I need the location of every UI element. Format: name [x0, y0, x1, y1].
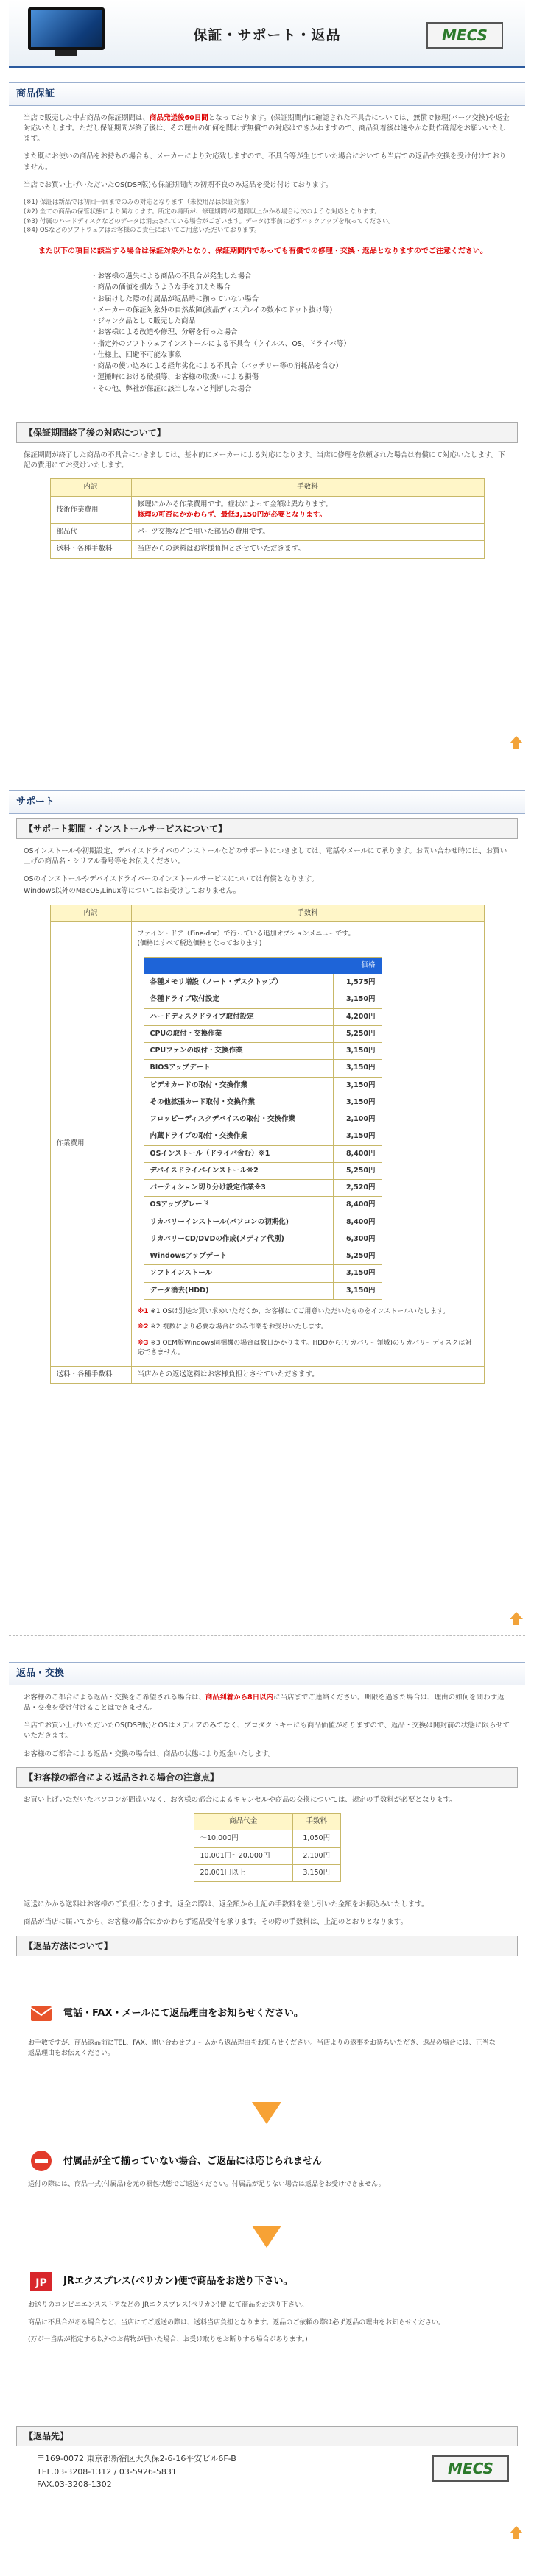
- step-2-body: 送付の際には、商品一式(付属品)を元の梱包状態でご返送ください。付属品が足りない場合は返品をお受けできません。: [28, 2181, 385, 2188]
- service-row: [144, 1111, 382, 1128]
- back-to-top-icon[interactable]: [508, 2526, 524, 2539]
- service-price: 6,300円: [333, 1231, 382, 1248]
- no-entry-icon: [29, 2149, 53, 2173]
- service-row: [144, 1077, 382, 1094]
- return-address: 〒169-0072 東京都新宿区大久保2-6-16平安ビル6F-B TEL.03-3208-1312 / 03-5926-5831 FAX.03-3208-1302: [37, 2454, 236, 2490]
- list-item: ・ メーカーの保証対象外の自然故障(液晶ディスプレイの数本のドット抜け等): [91, 305, 495, 316]
- service-name: リカバリーCD/DVDの作成(メディア代別): [144, 1231, 333, 1248]
- service-price: 4,200円: [333, 1008, 382, 1025]
- service-row: [144, 1282, 382, 1299]
- return-address-title: 【返品先】: [16, 2426, 518, 2446]
- return-method-title: 【返品方法について】: [16, 1936, 518, 1956]
- mecs-logo: MECS: [426, 22, 503, 49]
- service-row: [144, 1162, 382, 1179]
- list-item: ・ 商品の使い込みによる経年劣化による不具合（バッテリー等の消耗品を含む）: [91, 361, 495, 372]
- service-row: [144, 1008, 382, 1025]
- table-row: 10,001円～20,000円 2,100円: [194, 1847, 340, 1864]
- return-fee-table: 商品代金 手数料 ～10,000円 1,050円 10,001円～20,000円 2,100円 20,001円以上 3,150円: [194, 1813, 341, 1882]
- section-title: サポート: [9, 790, 525, 814]
- table-row: 送料・各種手数料 当店からの送料はお客様負担とさせていただきます。: [50, 541, 484, 558]
- service-name: BIOSアップデート: [144, 1060, 333, 1077]
- back-to-top-icon[interactable]: [508, 736, 524, 749]
- exclusion-warning: また以下の項目に該当する場合は保証対象外となり、保証期間内であっても有償での修理・交換・返品となりますのでご注意ください。: [38, 247, 488, 255]
- service-name: OSインストール（ドライバ含む）※1: [144, 1145, 333, 1162]
- list-item: ・ 仕様上、回避不可能な事象: [91, 350, 495, 361]
- service-name: CPUの取付・交換作業: [144, 1025, 333, 1042]
- service-price: 2,520円: [333, 1180, 382, 1197]
- service-name: ソフトインストール: [144, 1265, 333, 1282]
- table-row: 技術作業費用 修理にかかる作業費用です。症状によって金額は異なります。 修理の可否にかかわらず、最低3,150円が必要となります。: [50, 496, 484, 524]
- service-price: 3,150円: [333, 991, 382, 1008]
- exclusion-list: [24, 263, 510, 403]
- list-item: ・ ジャンク品として販売した商品: [91, 316, 495, 327]
- service-price: 8,400円: [333, 1197, 382, 1214]
- returns-section: 返品・交換 お客様のご都合による返品・交換をご希望される場合は、商品到着から8日以内に当店までご連絡ください。期限を過ぎた場合は、理由の如何を問わず返品・交換を受け付けることはできません。 当店でお買い上げいただいたOS(DSP版)とOSはメディアのみでなく、プロダクトキーにも商品価値がありますので、返品・交換は開封前の状態に限らせていただきます。 お客様のご都合による返品・交換の場合は、商品の状態により返金いたします。 【お客様の都合による返品される場合の注意点】 お買い上げいただいたパソコンが間違いなく、お客様の都合によるキャンセルや商品の交換については、規定の手数料が必要となります。 商品代金 手数料 ～10,000円 1,050円 10,001円～20,000円 2,100円 20,001円以上 3,150円 返送にかかる送料はお客様のご負担となります。返金の際は、返金額から上記の手数料を差し引いた金額をお振込みいたします。 商品が当店に届いてから、お客様の都合にかかわらず返品受付を承ります。その際の手数料は、上記のとおりとなります。 【返品方法について】: [9, 1662, 525, 1956]
- table-row: 送料・各種手数料 当店からの返送送料はお客様負担とさせていただきます。: [50, 1366, 484, 1383]
- service-row: [144, 1231, 382, 1248]
- service-row: [144, 1145, 382, 1162]
- mecs-logo: MECS: [432, 2455, 509, 2482]
- outside-fee-table: 内訳 手数料 技術作業費用 修理にかかる作業費用です。症状によって金額は異なります。 修理の可否にかかわらず、最低3,150円が必要となります。 部品代 パーツ交換などで用いた部品の費用です。 送料・各種手数料 当店からの送料はお客様負担とさせていただきます。: [50, 478, 485, 558]
- service-name: その他拡張カード取付・交換作業: [144, 1094, 333, 1111]
- list-item: ・ お客様の過失による商品の不具合が発生した場合: [91, 272, 495, 282]
- service-row: [144, 1248, 382, 1265]
- service-row: [144, 1043, 382, 1060]
- service-name: 内蔵ドライブの取付・交換作業: [144, 1128, 333, 1145]
- support-subtitle: 【サポート期間・インストールサービスについて】: [16, 818, 518, 839]
- service-name: デバイスドライバインストール※2: [144, 1162, 333, 1179]
- section-title: 返品・交換: [9, 1662, 525, 1685]
- returns-subtitle: 【お客様の都合による返品される場合の注意点】: [16, 1767, 518, 1788]
- list-item: ・ 商品の価値を損なうような手を加えた場合: [91, 283, 495, 293]
- service-price: 3,150円: [333, 1077, 382, 1094]
- step-3-title: JRエクスプレス(ペリカン)便で商品をお送り下さい。: [63, 2276, 293, 2287]
- service-name: OSアップグレード: [144, 1197, 333, 1214]
- notes-list: (※1) 保証は新品では初回一回までのみの対応となります（未使用品は保証対象） (※2) 全ての商品の保管状態により異なります。所定の場所が、修理期間が2週間以上かかる場合は次のような対応となります。 (※3) 付属のハードディスクなどのデータは消去されている場合がございます。データは事前に必ずバックアップを取ってください。 (※4) OSなどのソフトウェアはお客様のご責任においてご用意いただいております。: [24, 199, 395, 235]
- service-price: 3,150円: [333, 1060, 382, 1077]
- table-row: 部品代 パーツ交換などで用いた部品の費用です。: [50, 524, 484, 541]
- step-2-title: 付属品が全て揃っていない場合、ご返品には応じられません: [63, 2156, 323, 2167]
- service-row: [144, 1060, 382, 1077]
- service-row: [144, 991, 382, 1008]
- service-name: リカバリーインストール(パソコンの初期化): [144, 1214, 333, 1231]
- service-name: CPUファンの取付・交換作業: [144, 1043, 333, 1060]
- service-price: 8,400円: [333, 1145, 382, 1162]
- step-1-title: 電話・FAX・メールにて返品理由をお知らせください。: [63, 2008, 303, 2019]
- list-item: ・ その他、弊社が保証に該当しないと判断した場合: [91, 384, 495, 394]
- service-price: 2,100円: [333, 1111, 382, 1128]
- service-price: 5,250円: [333, 1162, 382, 1179]
- guarantee-section: 商品保証 当店で販売した中古商品の保証期間は、商品発送後60日間となっております。(保証期間内に確認された不具合については、無償で修理(パーツ交換)や返金対応いたします。ただし保証期間が終了後は、その理由の如何を問わず無償での対応はできかねますので、商品到着後は速やかな動作確認をお願いいたします。 また既にお使いの商品をお持ちの場合も、メーカーにより対応致しますので、不具合等が生じていた場合においても当店での返品や交換を受け付けておりません。 当店でお買い上げいただいたOS(DSP版)も保証期間内の初期不良のみ返品を受け付けております。 (※1) 保証は新品では初回一回までのみの対応となります（未使用品は保証対象） (※2) 全ての商品の保管状態により異なります。所定の場所が、修理期間が2週間以上かかる場合は次のような対応となります。 (※3) 付属のハードディスクなどのデータは消去されている場合がございます。データは事前に必ずバックアップを取ってください。 (※4) OSなどのソフトウェアはお客様のご責任においてご用意いただいております。 また以下の項目に該当する場合は保証対象外となり、保証期間内であっても有償での修理・交換・返品となりますのでご注意ください。 ・ お客様の過失による商品の不具合が発生した場合 ・ 商品の価値を損なうような手を加えた場合 ・ お届けした際の付属品が返品時に揃っていない場合 ・ メーカーの保証対象外の自然故障(液晶ディスプレイの数本のドット抜け等) ・ ジャンク品として販売した商品 ・ お客様による改造や修理、分解を行った場合 ・ 指定外のソフトウェアインストールによる不具合（ウイルス、OS、ドライバ等） ・ 仕様上、回避不可能な事象 ・ 商品の使い込みによる経年劣化による不具合（バッテリー等の消耗品を含む） ・ 運搬時における破損等、お客様の取扱いによる損傷 ・ その他、弊社が保証に該当しないと判断した場合 【保証期間終了後の対応について】 保証期間が終了した商品の不具合につきましては、基本的にメーカーによる対応になります。当店に修理を依頼された場合は有償にて対応いたします。下記の費用にてお受けいたします。 内訳 手数料 技術作業費用 修理にかかる作業費用です。症状によって金額は異なります。 修理の可否にかかわらず、最低3,150円が必要となります。 部品代 パーツ交換などで用いた部品の費用です。 送料・各種手数料 当店からの送料はお客様負担とさせていただきます。: [9, 82, 525, 559]
- service-row: [144, 1128, 382, 1145]
- table-row: ～10,000円 1,050円: [194, 1830, 340, 1847]
- jr-express-icon: [29, 2270, 53, 2293]
- svg-text:JP: JP: [35, 2277, 47, 2289]
- service-row: [144, 1180, 382, 1197]
- table-row: 作業費用 ファイン・ドア（Fine-dor）で行っている追加オプションメニューです。 (価格はすべて税込価格となっております) 価格 各種メモリ増設（ノート・デスクトップ） 1,575円 各種ドライブ取付設定 3,150円 ハードディスクドライブ取付設定 4,200円 CPUの取付・交換作業 5,250円 CPUファンの取付・交換作業 3,150円 BIOSアップデート 3,150円 ビデオカードの取付・交換作業 3,150円 その他拡張カード取付・交換作業 3,150円 フロッピーディスクデバイスの取付・交換作業 2,100円 内蔵ドライブの取付・交換作業 3,150円 OSインストール（ドライバ含む）※1 8,400円 デバイスドライバインストール※2 5,250円 パーティション切り分け設定作業※3 2,520円 OSアップグレード 8,400円 リカバリーインストール(パソコンの初期化) 8,400円 リカバリーCD/DVDの作成(メディア代別) 6,300円 Windowsアップデート 5,250円 ソフトインストール 3,150円 データ消去(HDD) 3,150円 ※1 ※1 OSは別途お買い求めいただくか、お客様にてご用意いただいたものをインストールいたします。 ※2 ※2 複数により必要な場合にのみ作業をお受けいたします。 ※3 ※3 OEM版Windows同梱機の場合は数日かかります。HDDから(リカバリー領域)のリカバリーディスクは対応できません。: [50, 921, 484, 1366]
- service-name: ビデオカードの取付・交換作業: [144, 1077, 333, 1094]
- page-header: [9, 0, 525, 68]
- install-fee-table: 内訳 手数料 作業費用 ファイン・ドア（Fine-dor）で行っている追加オプションメニューです。 (価格はすべて税込価格となっております) 価格 各種メモリ増設（ノート・デスクトップ） 1,575円 各種ドライブ取付設定 3,150円 ハードディスクドライブ取付設定 4,200円 CPUの取付・交換作業 5,250円 CPUファンの取付・交換作業 3,150円 BIOSアップデート 3,150円 ビデオカードの取付・交換作業 3,150円 その他拡張カード取付・交換作業 3,150円 フロッピーディスクデバイスの取付・交換作業 2,100円 内蔵ドライブの取付・交換作業 3,150円 OSインストール（ドライバ含む）※1 8,400円 デバイスドライバインストール※2 5,250円 パーティション切り分け設定作業※3 2,520円 OSアップグレード 8,400円 リカバリーインストール(パソコンの初期化) 8,400円 リカバリーCD/DVDの作成(メディア代別) 6,300円 Windowsアップデート 5,250円 ソフトインストール 3,150円 データ消去(HDD) 3,150円 ※1 ※1 OSは別途お買い求めいただくか、お客様にてご用意いただいたものをインストールいたします。 ※2 ※2 複数により必要な場合にのみ作業をお受けいたします。 ※3 ※3 OEM版Windows同梱機の場合は数日かかります。HDDから(リカバリー領域)のリカバリーディスクは対応できません。 送料・各種手数料 当店からの返送送料はお客様負担とさせていただきます。: [50, 905, 485, 1384]
- arrow-down-icon: [252, 2226, 281, 2252]
- service-price: 5,250円: [333, 1025, 382, 1042]
- service-price: 3,150円: [333, 1282, 382, 1299]
- service-row: [144, 1094, 382, 1111]
- service-row: [144, 1265, 382, 1282]
- outside-warranty-title: 【保証期間終了後の対応について】: [16, 422, 518, 443]
- back-to-top-icon[interactable]: [508, 1612, 524, 1625]
- service-name: パーティション切り分け設定作業※3: [144, 1180, 333, 1197]
- envelope-icon: [29, 2002, 53, 2025]
- service-row: [144, 1214, 382, 1231]
- list-item: ・ 運搬時における破損等、お客様の取扱いによる損傷: [91, 372, 495, 383]
- service-price: 3,150円: [333, 1094, 382, 1111]
- service-name: 各種メモリ増設（ノート・デスクトップ）: [144, 974, 333, 991]
- service-price: 1,575円: [333, 974, 382, 991]
- service-row: [144, 1025, 382, 1042]
- service-row: [144, 1197, 382, 1214]
- service-price: 8,400円: [333, 1214, 382, 1231]
- service-name: ハードディスクドライブ取付設定: [144, 1008, 333, 1025]
- service-price: 5,250円: [333, 1248, 382, 1265]
- list-item: ・ お客様による改造や修理、分解を行った場合: [91, 328, 495, 338]
- section-title: 商品保証: [9, 82, 525, 106]
- step-1-body: お手数ですが、商品返品前にTEL、FAX、問い合わせフォームから返品理由をお知らせください。当店よりの返事をお待ちいただき、返品の場合には、正当な返品理由をお伝えください。: [28, 2039, 496, 2057]
- support-section: サポート 【サポート期間・インストールサービスについて】 OSインストールや初期設定、デバイスドライバのインストールなどのサポートにつきましては、電話やメールにて承ります。お問い合わせ時には、お買い上げの商品名・シリアル番号等をお伝えください。 OSのインストールやデバイスドライバーのインストールサービスについては有償となります。 Windows以外のMacOS,Linux等についてはお受けしておりません。 内訳 手数料 作業費用 ファイン・ドア（Fine-dor）で行っている追加オプションメニューです。 (価格はすべて税込価格となっております) 価格 各種メモリ増設（ノート・デスクトップ） 1,575円 各種ドライブ取付設定 3,150円 ハードディスクドライブ取付設定 4,200円 CPUの取付・交換作業 5,250円 CPUファンの取付・交換作業 3,150円 BIOSアップデート 3,150円 ビデオカードの取付・交換作業 3,150円 その他拡張カード取付・交換作業 3,150円 フロッピーディスクデバイスの取付・交換作業 2,100円 内蔵ドライブの取付・交換作業 3,150円 OSインストール（ドライバ含む）※1 8,400円 デバイスドライバインストール※2 5,250円 パーティション切り分け設定作業※3 2,520円 OSアップグレード 8,400円 リカバリーインストール(パソコンの初期化) 8,400円 リカバリーCD/DVDの作成(メディア代別) 6,300円 Windowsアップデート 5,250円 ソフトインストール 3,150円 データ消去(HDD) 3,150円 ※1 ※1 OSは別途お買い求めいただくか、お客様にてご用意いただいたものをインストールいたします。 ※2 ※2 複数により必要な場合にのみ作業をお受けいたします。 ※3 ※3 OEM版Windows同梱機の場合は数日かかります。HDDから(リカバリー領域)のリカバリーディスクは対応できません。 送料・各種手数料 当店からの返送送料はお客様負担とさせていただきます。: [9, 790, 525, 1384]
- service-row: [144, 974, 382, 991]
- service-name: 各種ドライブ取付設定: [144, 991, 333, 1008]
- table-row: 20,001円以上 3,150円: [194, 1864, 340, 1881]
- service-price: 3,150円: [333, 1043, 382, 1060]
- divider: [9, 1635, 525, 1636]
- step-3-body: お送りのコンビニエンスストアなどの JRエクスプレス(ペリカン)便 にて商品をお送り下さい。 商品に不具合がある場合など、当店にてご返送の際は、送料当店負担となります。返品のご依頼の際は必ず返品の理由をお知らせください。 (万が一当店が指定する以外のお荷物が届いた場合、お受け取りをお断りする場合があります。): [28, 2301, 446, 2343]
- list-item: ・ お届けした際の付属品が返品時に揃っていない場合: [91, 294, 495, 305]
- service-name: データ消去(HDD): [144, 1282, 333, 1299]
- service-name: Windowsアップデート: [144, 1248, 333, 1265]
- arrow-down-icon: [252, 2102, 281, 2129]
- guarantee-body: 当店で販売した中古商品の保証期間は、商品発送後60日間となっております。(保証期間内に確認された不具合については、無償で修理(パーツ交換)や返金対応いたします。ただし保証期間が終了後は、その理由の如何を問わず無償での対応はできかねますので、商品到着後は速やかな動作確認をお願いいたします。 また既にお使いの商品をお持ちの場合も、メーカーにより対応致しますので、不具合等が生じていた場合においても当店での返品や交換を受け付けておりません。 当店でお買い上げいただいたOS(DSP版)も保証期間内の初期不良のみ返品を受け付けております。 (※1) 保証は新品では初回一回までのみの対応となります（未使用品は保証対象） (※2) 全ての商品の保管状態により異なります。所定の場所が、修理期間が2週間以上かかる場合は次のような対応となります。 (※3) 付属のハードディスクなどのデータは消去されている場合がございます。データは事前に必ずバックアップを取ってください。 (※4) OSなどのソフトウェアはお客様のご責任においてご用意いただいております。: [24, 113, 510, 235]
- list-item: ・ 指定外のソフトウェアインストールによる不具合（ウイルス、OS、ドライバ等）: [91, 339, 495, 350]
- service-price: 3,150円: [333, 1128, 382, 1145]
- page-title: 保証・サポート・返品: [193, 27, 341, 43]
- service-price-list: 価格 各種メモリ増設（ノート・デスクトップ） 1,575円 各種ドライブ取付設定 3,150円 ハードディスクドライブ取付設定 4,200円 CPUの取付・交換作業 5,250円 CPUファンの取付・交換作業 3,150円 BIOSアップデート 3,150円 ビデオカードの取付・交換作業 3,150円 その他拡張カード取付・交換作業 3,150円 フロッピーディスクデバイスの取付・交換作業 2,100円 内蔵ドライブの取付・交換作業 3,150円 OSインストール（ドライバ含む）※1 8,400円 デバイスドライバインストール※2 5,250円 パーティション切り分け設定作業※3 2,520円 OSアップグレード 8,400円 リカバリーインストール(パソコンの初期化) 8,400円 リカバリーCD/DVDの作成(メディア代別) 6,300円 Windowsアップデート 5,250円 ソフトインストール 3,150円 データ消去(HDD) 3,150円: [144, 957, 382, 1300]
- service-name: フロッピーディスクデバイスの取付・交換作業: [144, 1111, 333, 1128]
- service-price: 3,150円: [333, 1265, 382, 1282]
